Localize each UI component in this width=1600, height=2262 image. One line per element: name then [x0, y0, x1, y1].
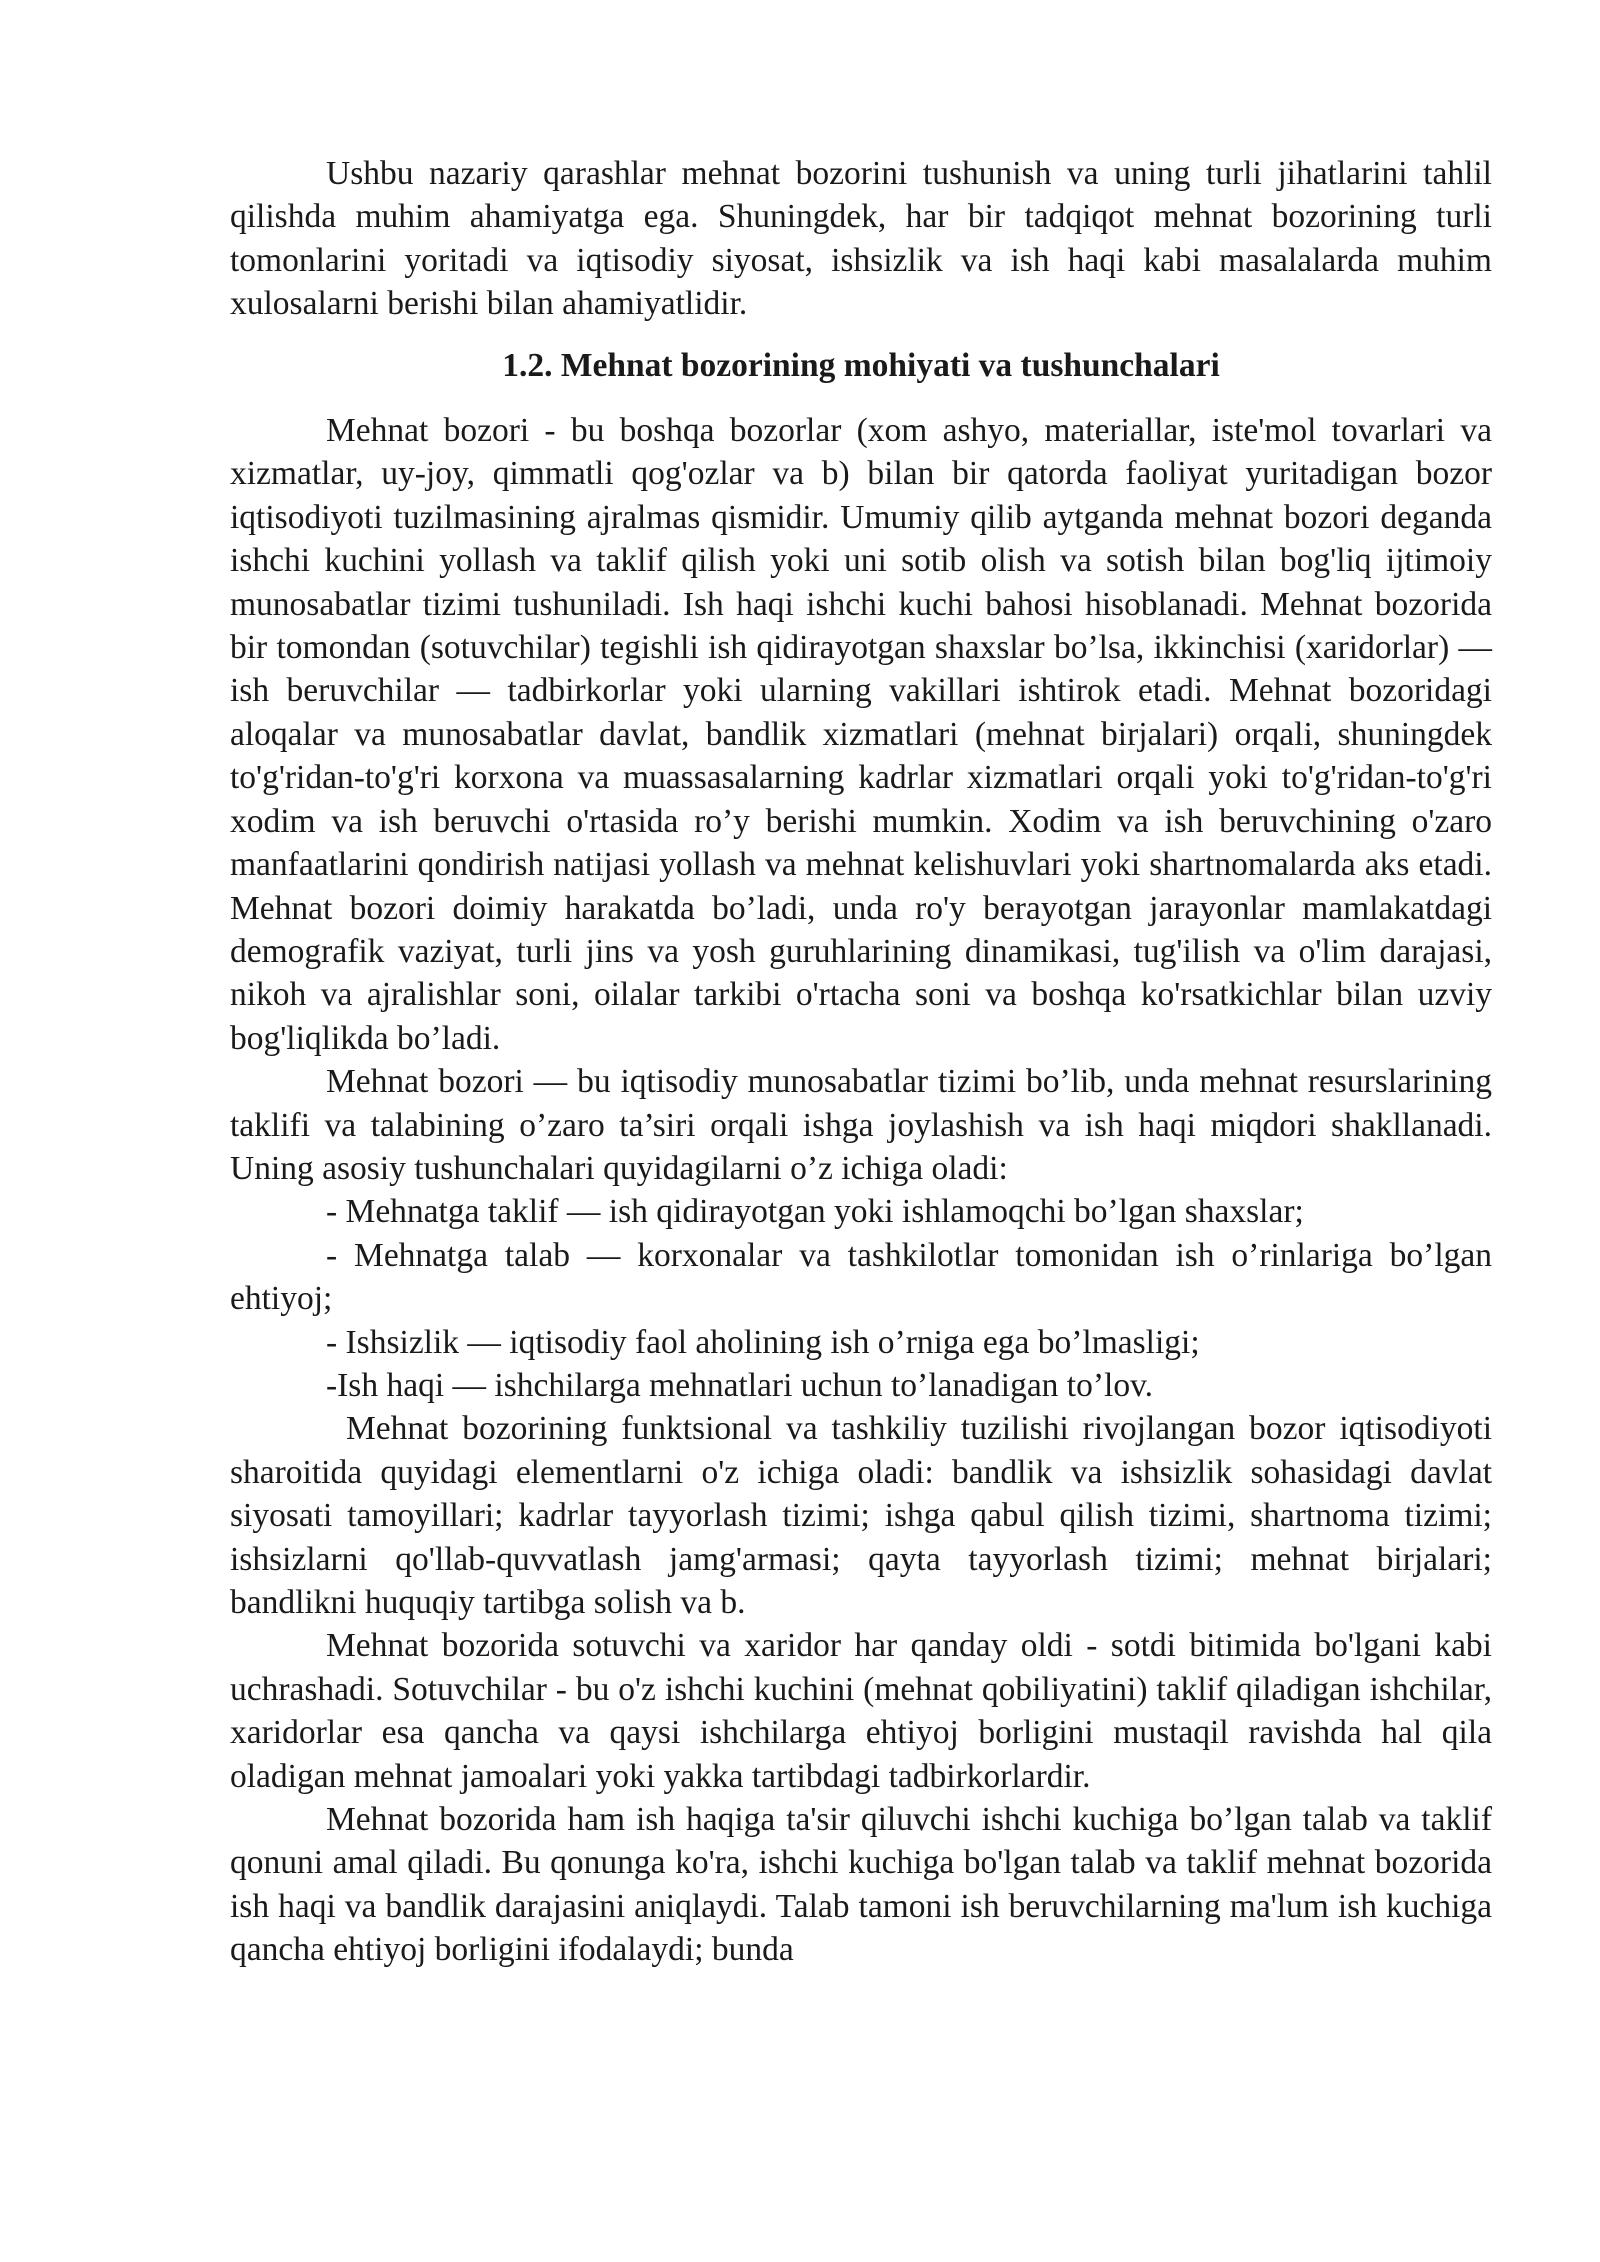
list-item-unemployment: - Ishsizlik — iqtisodiy faol aholining ish o’rniga ega bo’lmasligi;	[326, 1323, 1200, 1361]
paragraph-supply-demand-law: Mehnat bozorida ham ish haqiga ta'sir qiluvchi ishchi kuchiga bo’lgan talab va taklif qonuni amal qiladi. Bu qonunga ko'ra, ishchi kuchiga bo'lgan talab va taklif mehnat bozorida ish haqi va bandlik darajasini aniqlaydi. Talab tamoni ish beruvchilarning ma'lum ish kuchiga qancha ehtiyoj borligini ifodalaydi; bunda	[230, 1801, 1492, 1969]
paragraph-economic-relations: Mehnat bozori — bu iqtisodiy munosabatlar tizimi bo’lib, unda mehnat resurslarining taklifi va talabining o’zaro ta’siri orqali ishga joylashish va ish haqi miqdori shakllanadi. Uning asosiy tushunchalari quyidagilarni o’z ichiga oladi:	[230, 1063, 1492, 1187]
paragraph-structure: Mehnat bozorining funktsional va tashkiliy tuzilishi rivojlangan bozor iqtisodiyoti sharoitida quyidagi elementlarni o'z ichiga oladi: bandlik va ishsizlik sohasidagi davlat siyosati tamoyillari; kadrlar tayyorlash tizimi; ishga qabul qilish tizimi, shartnoma tizimi; ishsizlarni qo'llab-quvvatlash jamg'armasi; qayta tayyorlash tizimi; mehnat birjalari; bandlikni huquqiy tartibga solish va b.	[230, 1410, 1492, 1621]
section-heading: 1.2. Mehnat bozorining mohiyati va tushunchalari	[502, 346, 1220, 384]
list-item-wages: -Ish haqi — ishchilarga mehnatlari uchun to’lanadigan to’lov.	[326, 1366, 1154, 1404]
intro-paragraph: Ushbu nazariy qarashlar mehnat bozorini tushunish va uning turli jihatlarini tahlil qilishda muhim ahamiyatga ega. Shuningdek, har bir tadqiqot mehnat bozorining turli tomonlarini yoritadi va iqtisodiy siyosat, ishsizlik va ish haqi kabi masalalarda muhim xulosalarni berishi bilan ahamiyatlidir.	[230, 155, 1492, 323]
list-item-labor-demand: - Mehnatga talab — korxonalar va tashkilotlar tomonidan ish o’rinlariga bo’lgan ehtiyoj;	[230, 1236, 1492, 1318]
document-page	[230, 152, 1492, 1972]
paragraph-labor-market-definition: Mehnat bozori - bu boshqa bozorlar (xom ashyo, materiallar, iste'mol tovarlari va xizmatlar, uy-joy, qimmatli qog'ozlar va b) bilan bir qatorda faoliyat yuritadigan bozor iqtisodiyoti tuzilmasining ajralmas qismidir. Umumiy qilib aytganda mehnat bozori deganda ishchi kuchini yollash va taklif qilish yoki uni sotib olish va sotish bilan bog'liq ijtimoiy munosabatlar tizimi tushuniladi. Ish haqi ishchi kuchi bahosi hisoblanadi. Mehnat bozorida bir tomondan (sotuvchilar) tegishli ish qidirayotgan shaxslar bo’lsa, ikkinchisi (xaridorlar) — ish beruvchilar — tadbirkorlar yoki ularning vakillari ishtirok etadi. Mehnat bozoridagi aloqalar va munosabatlar davlat, bandlik xizmatlari (mehnat birjalari) orqali, shuningdek to'g'ridan-to'g'ri korxona va muassasalarning kadrlar xizmatlari orqali yoki to'g'ridan-to'g'ri xodim va ish beruvchi o'rtasida ro’y berishi mumkin. Xodim va ish beruvchining o'zaro manfaatlarini qondirish natijasi yollash va mehnat kelishuvlari yoki shartnomalarda aks etadi. Mehnat bozori doimiy harakatda bo’ladi, unda ro'y berayotgan jarayonlar mamlakatdagi demografik vaziyat, turli jins va yosh guruhlarining dinamikasi, tug'ilish va o'lim darajasi, nikoh va ajralishlar soni, oilalar tarkibi o'rtacha soni va boshqa ko'rsatkichlar bilan uzviy bog'liqlikda bo’ladi.	[230, 412, 1492, 1057]
list-item-labor-supply: - Mehnatga taklif — ish qidirayotgan yoki ishlamoqchi bo’lgan shaxslar;	[326, 1193, 1304, 1231]
paragraph-sellers-buyers: Mehnat bozorida sotuvchi va xaridor har qanday oldi - sotdi bitimida bo'lgani kabi uchrashadi. Sotuvchilar - bu o'z ishchi kuchini (mehnat qobiliyatini) taklif qiladigan ishchilar, xaridorlar esa qancha va qaysi ishchilarga ehtiyoj borligini mustaqil ravishda hal qila oladigan mehnat jamoalari yoki yakka tartibdagi tadbirkorlardir.	[230, 1627, 1492, 1795]
